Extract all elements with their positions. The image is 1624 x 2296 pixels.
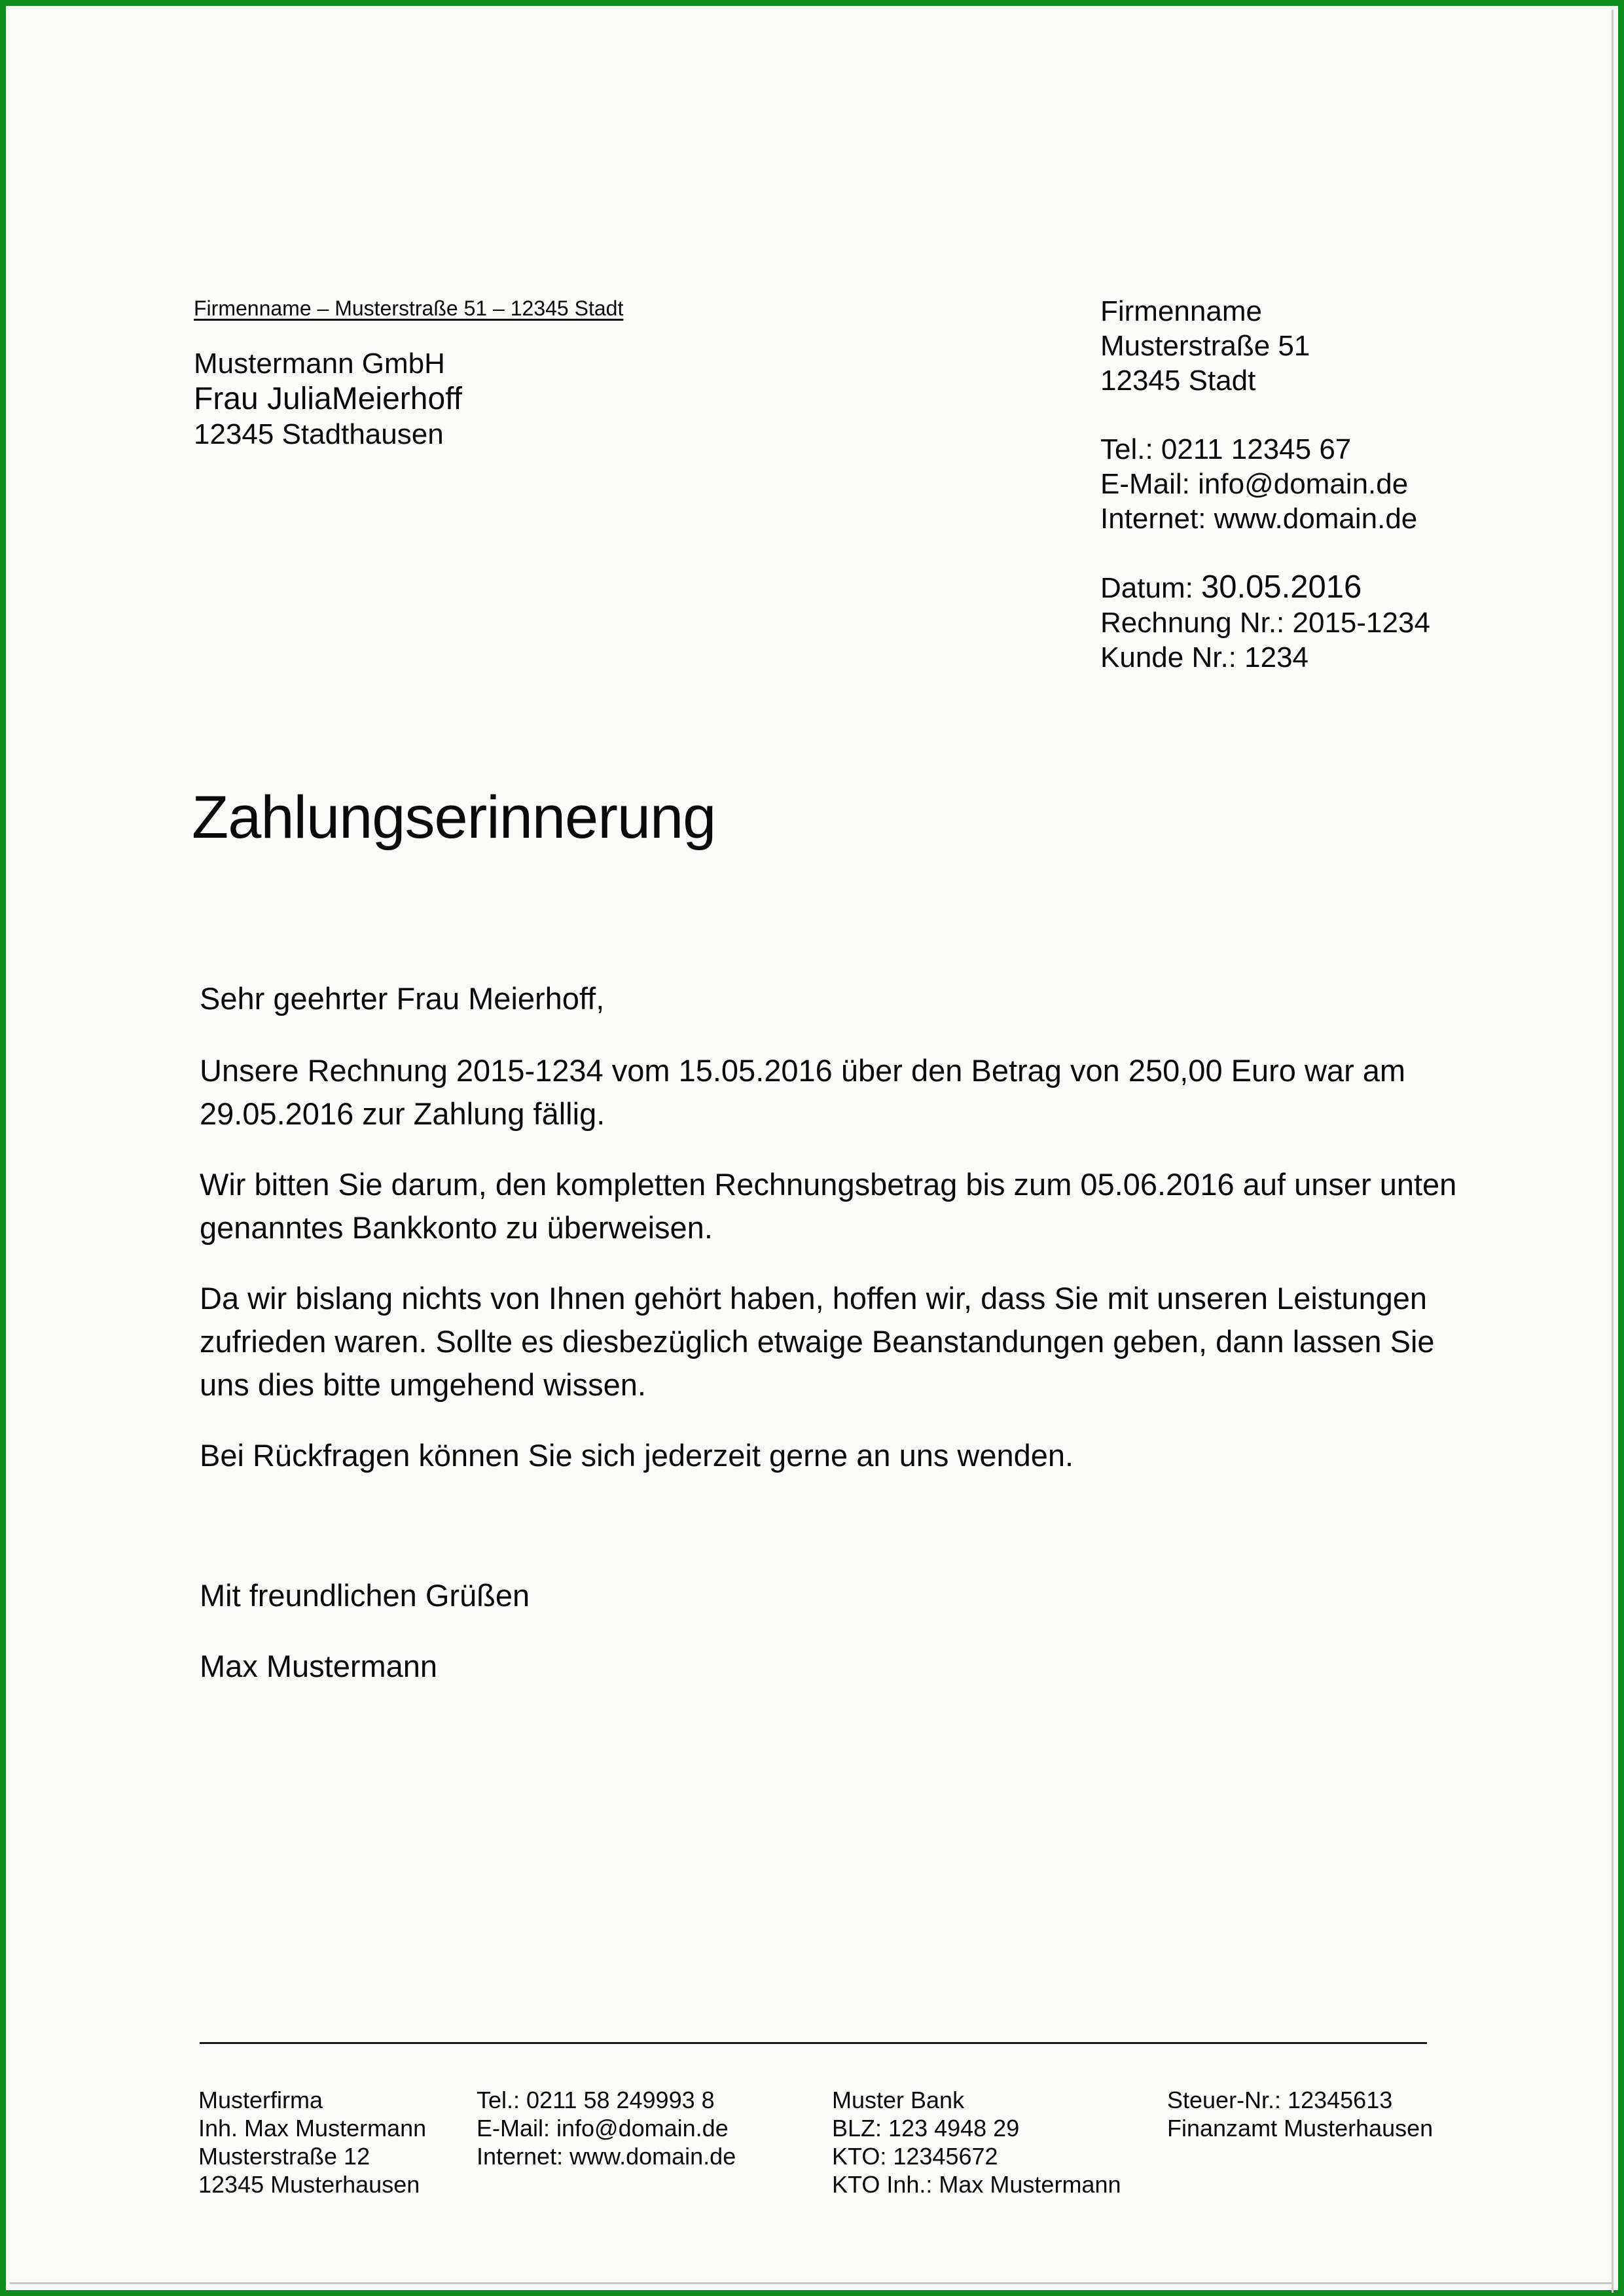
- footer-line: Musterfirma: [198, 2087, 323, 2113]
- info-date: [1100, 570, 1430, 605]
- info-date-label: Datum:: [1100, 572, 1202, 604]
- signature: Max Mustermann: [200, 1649, 438, 1683]
- page-edge-right: [1612, 10, 1614, 2293]
- footer-contact: [477, 2086, 736, 2170]
- footer-line: BLZ: 123 4948 29: [832, 2115, 1020, 2142]
- page-edge-bottom: [10, 2282, 1614, 2284]
- footer-line: KTO Inh.: Max Mustermann: [832, 2171, 1121, 2198]
- info-customer-number: Kunde Nr.: 1234: [1100, 641, 1309, 673]
- info-spacer: [1100, 536, 1430, 570]
- footer-line: Muster Bank: [832, 2087, 965, 2113]
- recipient-name: Frau JuliaMeierhoff: [194, 382, 462, 416]
- footer-divider: [200, 2042, 1427, 2044]
- recipient-company: Mustermann GmbH: [194, 348, 445, 380]
- footer-line: Steuer-Nr.: 12345613: [1167, 2087, 1393, 2113]
- salutation: Sehr geehrter Frau Meierhoff,: [200, 981, 605, 1016]
- footer-line: E-Mail: info@domain.de: [477, 2115, 729, 2142]
- info-phone: Tel.: 0211 12345 67: [1100, 433, 1352, 465]
- footer-line: Inh. Max Mustermann: [198, 2115, 427, 2142]
- footer-tax: [1167, 2086, 1433, 2142]
- sender-info-block: [1100, 294, 1430, 675]
- info-internet: Internet: www.domain.de: [1100, 503, 1418, 535]
- paragraph-request: Wir bitten Sie darum, den kompletten Rechnungsbetrag bis zum 05.06.2016 auf unser unten genanntes Bankkonto zu überweisen.: [200, 1167, 1457, 1245]
- letter-title: Zahlungserinnerung: [192, 784, 716, 851]
- footer-line: Finanzamt Musterhausen: [1167, 2115, 1434, 2142]
- footer-bank: [832, 2086, 1121, 2198]
- info-city: 12345 Stadt: [1100, 365, 1256, 397]
- paragraph-satisfaction: Da wir bislang nichts von Ihnen gehört haben, hoffen wir, dass Sie mit unseren Leistungen zufrieden waren. Sollte es diesbezüglich etwaige Beanstandungen geben, dann lassen Sie uns dies bitte umgehend wissen.: [200, 1281, 1435, 1402]
- footer-line: 12345 Musterhausen: [198, 2171, 420, 2198]
- closing: Mit freundlichen Grüßen: [200, 1578, 530, 1613]
- info-street: Musterstraße 51: [1100, 330, 1310, 362]
- letter-body: [200, 977, 1476, 1715]
- info-invoice-number: Rechnung Nr.: 2015-1234: [1100, 607, 1430, 639]
- paragraph-questions: Bei Rückfragen können Sie sich jederzeit gerne an uns wenden.: [200, 1438, 1074, 1473]
- footer-line: Musterstraße 12: [198, 2143, 370, 2170]
- footer-line: Tel.: 0211 58 249993 8: [477, 2087, 715, 2113]
- paragraph-invoice: Unsere Rechnung 2015-1234 vom 15.05.2016 über den Betrag von 250,00 Euro war am 29.05.2016 zur Zahlung fällig.: [200, 1053, 1406, 1131]
- info-date-value: 30.05.2016: [1201, 569, 1362, 605]
- info-email: E-Mail: info@domain.de: [1100, 468, 1409, 500]
- recipient-address: [194, 346, 462, 452]
- sender-return-address: Firmenname – Musterstraße 51 – 12345 Stadt: [194, 296, 624, 320]
- footer-company: [198, 2086, 426, 2198]
- info-company: Firmenname: [1100, 295, 1262, 327]
- info-spacer: [1100, 398, 1430, 432]
- recipient-city: 12345 Stadthausen: [194, 418, 444, 450]
- footer-line: KTO: 12345672: [832, 2143, 998, 2170]
- footer-line: Internet: www.domain.de: [477, 2143, 736, 2170]
